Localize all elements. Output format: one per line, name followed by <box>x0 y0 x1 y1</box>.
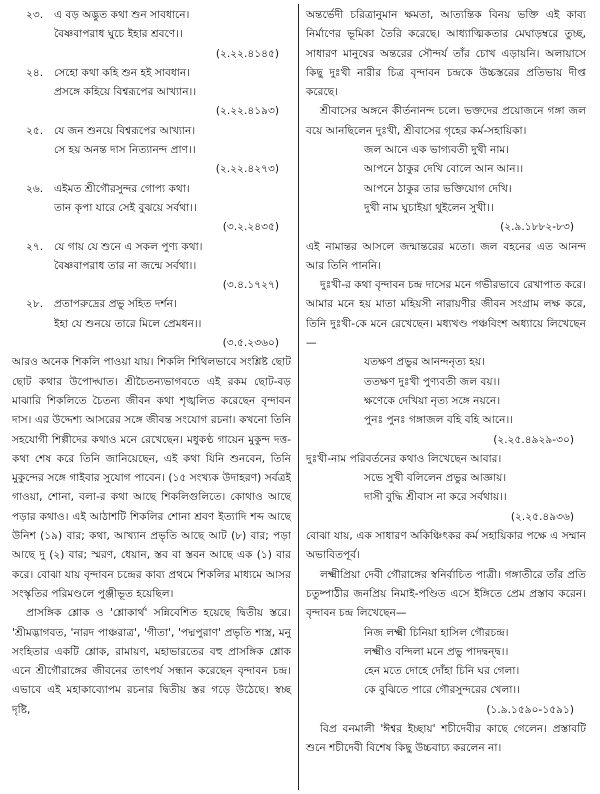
verse-reference: (২.২২.৪১৯৩) <box>215 105 279 118</box>
verse-block <box>12 122 291 161</box>
paragraph: অন্তর্ভেদী চরিত্রানুমান ক্ষমতা, আত্যন্তিক বিনয় ভক্তি এই কাব্য নির্মাণের ভূমিকা তৈরি করেছে। আধ্যাত্মিকতার মেঘাড়ম্বরে তুচ্ছ, সাধারণ মানুষের অন্তরের সৌন্দর্য তাঁর চোখ এড়ায়নি। অলায়াসে কিছু দুঃখী নারীর চিত্র বৃন্দাবন চন্দ্রকে উচ্চস্তরের প্রতিভায় দীপ্ত করেছে। <box>306 9 586 99</box>
verse-text <box>54 295 291 334</box>
poem-line: ততক্ষণ দুঃখী পুণ্যবতী জল বয়।। <box>364 375 501 388</box>
poem-line: নিজ লক্ষ্মী চিনিয়া হাসিল গৌরচন্দ্র। <box>364 626 509 639</box>
poem-line: পুনঃ পুনঃ গঙ্গাজল বহি বহি আনে।। <box>364 414 514 427</box>
paragraph: বিপ্র বনমালী 'ঈশ্বর ইচ্ছায়' শচীদেবীর কাছে গেলেন। প্রস্তাবটি শুনে শচীদেবী বিশেষ কিছু উচ্চবাচ্য করলেন না। <box>306 722 586 755</box>
verse-number: ২৬. <box>26 182 44 195</box>
verse-number: ২৫. <box>26 124 44 137</box>
verse-line: ইহা যে শুনয়ে তারে মিলে প্রেমধন।। <box>54 317 202 330</box>
verse-line: যে জন শুনয়ে বিশ্বরূপের আখ্যান। <box>54 124 196 137</box>
poem-line: দাসী বুদ্ধি শ্রীবাস না করে সর্বথায়।। <box>364 491 507 504</box>
paragraph: আরও অনেক শিকলি পাওয়া যায়। শিকলি শিথিলভাবে সংশ্লিষ্ট ছোট ছোট কথার উপোদ্ঘাত। শ্রীচৈতন্যভাগবতে এই রকম ছোট-বড় মাঝারি শিকলিতে চৈতন্য জীবন কথা শৃঙ্খলিত করেছেন বৃন্দাবন দাস। এর উদ্দেশ্য আসরের সঙ্গে জীবন্ত সংযোগ রচনা। কখনো তিনি সহযোগী শিল্পীদের কথাও মনে রেখেছেন। মধুকণ্ঠ গায়েন মুকুন্দ দত্ত-কথা শেষ করে তিনি জানিয়েছেন, এই কথা যিনি শুনবেন, তিনি মুকুন্দের সঙ্গে গাইবার সুযোগ পাবেন। (১৫ সংখ্যক উদাহরণ) সর্বত্রই গাওয়া, শোনা, বলা-র কথা আছে শিকলিগুলিতে। কোথাও আছে পড়ার কথাও। এই আঠাশটি শিকলির শোনা শ্রবণ ইত্যাদি শব্দ আছে উনিশ (১৯) বার; কথা, আখ্যান প্রভৃতি আছে আট (৮) বার; পড়া আছে দু (২) বার; স্মরণ, ধেয়ান, স্তব বা স্তবন আছে এক (১) বার করে। বোঝা যায় বৃন্দাবন চন্দ্রের কাব্য প্রথমে শিকলির মাধ্যমে আসর সংস্কৃতির পরিমণ্ডলে পুঞ্জীভূত হয়েছিল। <box>12 356 291 600</box>
verse-reference: (১.৯.১৫৯০-১৫৯১) <box>486 703 574 716</box>
paragraph: লক্ষ্মীপ্রিয়া দেবী গৌরাঙ্গের স্বনির্বাচিত পাত্রী। গঙ্গাতীরে তাঁর প্রতি চতুষ্পাঠীর জনপ্রিয় নিমাই-পণ্ডিত এসে ইঙ্গিতে প্রেম প্রস্তাব করেন। বৃন্দাবন চন্দ্র লিখেছেন— <box>306 568 586 620</box>
verse-number: ২৩. <box>26 9 44 21</box>
verse-reference: (২.২৫.৪৯২৯-৩০) <box>493 433 574 446</box>
verse-block <box>12 180 291 219</box>
poem-line: আপনে ঠাকুর দেখি বোলে আন আন।। <box>364 163 524 176</box>
verse-block <box>12 295 291 334</box>
verse-number: ২৪. <box>26 66 44 79</box>
verse-reference: (৩.২.২৪৩৫) <box>222 221 279 234</box>
right-column <box>306 6 586 759</box>
verse-list <box>12 6 291 353</box>
verse-line: তান কৃপা যারে সেই বুঝয়ে সর্বথা।। <box>54 201 197 214</box>
paragraph: দুঃখী-নাম পরিবর্তনের কথাও লিখেছেন আবার। <box>306 452 502 465</box>
verse-reference: (৩.৪.১৭২৭) <box>222 279 279 292</box>
verse-line: এইমত শ্রীগৌরসুন্দর গোপ্য কথা। <box>54 182 190 195</box>
poem-quote <box>306 141 586 218</box>
verse-line: সে হয় অনন্ত দাস নিত্যানন্দ প্রাণ।। <box>54 144 196 157</box>
verse-line: বৈষ্ণবাপরাধ ঘুচে ইহার শ্রবণে।। <box>54 28 183 41</box>
verse-text <box>54 238 291 277</box>
verse-block <box>12 6 291 45</box>
poem-quote <box>306 353 586 430</box>
poem-line: দুখী নাম ঘুচাইয়া থুইলেন সুখী।। <box>364 201 494 214</box>
poem-quote <box>306 469 586 508</box>
verse-line: যে গায় যে শুনে এ সকল পুণ্য কথা। <box>54 240 203 253</box>
poem-line: যতক্ষণ প্রভুর আনন্দনৃত্য হয়। <box>364 356 485 369</box>
column-divider <box>298 4 299 790</box>
paragraph: এই নামান্তর আসলে জন্মান্তরের মতো। জল বহনের এত আনন্দ আর তিনি পাননি। <box>306 240 586 272</box>
verse-number: ২৮. <box>26 298 44 311</box>
verse-reference: (২.২২.৪২৭৩) <box>215 163 279 176</box>
verse-text <box>54 180 291 219</box>
poem-line: কে বুঝিতে পারে গৌরসুন্দরের খেলা।। <box>364 684 520 697</box>
poem-line: সভে সুখী বলিলেন প্রভুর আজ্ঞায়। <box>364 472 507 485</box>
verse-number: ২৭. <box>26 240 44 253</box>
verse-block <box>12 64 291 103</box>
verse-line: বৈষ্ণবাপরাধ তার না জন্মে সর্বথা।। <box>54 259 197 272</box>
verse-reference: (২.২২.৪১৪৫) <box>215 47 279 60</box>
verse-line: এ বড় অদ্ভুত কথা শুন সাবধানে। <box>54 9 190 21</box>
verse-text <box>54 64 291 103</box>
verse-text <box>54 122 291 161</box>
verse-reference: (২.২৫.৪৯৩৬) <box>510 510 574 523</box>
verse-block <box>12 238 291 277</box>
poem-line: ক্ষণেকে দেখিয়া নৃত্য সঙ্গে নয়নে। <box>364 394 501 407</box>
poem-line: জল আনে এক ভাগ্যবতী দুখী নাম। <box>364 144 510 157</box>
poem-line: হেন মতে দোহে দোঁহা চিনি ঘর গেলা। <box>364 665 520 678</box>
left-column <box>12 6 291 720</box>
paragraph: দুঃখী-র কথা বৃন্দাবন চন্দ্র দাসের মনে গভীরভাবে রেখাপাত করে। আমার মনে হয় মাতা মহিয়সী নারায়ণীর জীবন সংগ্রাম লক্ষ করে, তিনি দুঃখী-কে মনে রেখেছেন। মধ্যখণ্ড পঞ্চবিংশ অধ্যায়ে লিখেছেন— <box>306 279 586 350</box>
verse-line: সেহো কথা কহি শুন হই সাবধান। <box>54 66 190 79</box>
verse-reference: (২.৯.১৮৮২-৮৩) <box>500 221 574 234</box>
poem-line: লক্ষ্মীও বন্দিলা মনে প্রভু পাদদ্বন্দ্ব।। <box>364 645 509 658</box>
poem-line: আপনে ঠাকুর তার ভক্তিযোগ দেখি। <box>364 182 512 195</box>
paragraph: প্রাসঙ্গিক শ্লোক ও 'শ্লোকার্থ' সন্নিবেশিত হয়েছে দ্বিতীয় স্তরে। 'শ্রীমদ্ভাগবত, 'নারদ পাঞ্চরাত্র', 'গীতা', 'পদ্মপুরাণ' প্রভৃতি শাস্ত্র, মনু সংহিতার একটি শ্লোক, রামায়ণ, মহাভারতের বহু প্রাসঙ্গিক শ্লোক এনে শ্রীগৌরাঙ্গের জীবনের তাৎপর্য সন্ধান করেছেন বৃন্দাবন চন্দ্র। এভাবে এই মহাকাব্যোপম রচনার দ্বিতীয় স্তর গড়ে উঠেছে। স্বচ্ছ দৃষ্টি, <box>12 607 291 716</box>
paragraph: বোঝা যায়, এক সাধারণ অকিঞ্চিৎকর কর্ম সহায়িকার পক্ষে এ সম্মান অভাবিতপূর্ব। <box>306 530 586 562</box>
verse-line: প্রতাপরুদ্রের প্রভু সহিত দর্শন। <box>54 298 177 311</box>
verse-line: প্রসঙ্গে কহিয়ে বিশ্বরূপের আখ্যান।। <box>54 86 197 99</box>
verse-reference: (৩.৫.২৩৬০) <box>222 337 279 350</box>
verse-text <box>54 6 291 45</box>
paragraph: শ্রীবাসের অঙ্গনে কীর্তনানন্দ চলে। ভক্তদের প্রয়োজনে গঙ্গা জল বয়ে আনছিলেন দুঃখী, শ্রীবাসের গৃহের কর্ম-সহায়িকা। <box>306 105 586 137</box>
poem-quote <box>306 624 586 701</box>
